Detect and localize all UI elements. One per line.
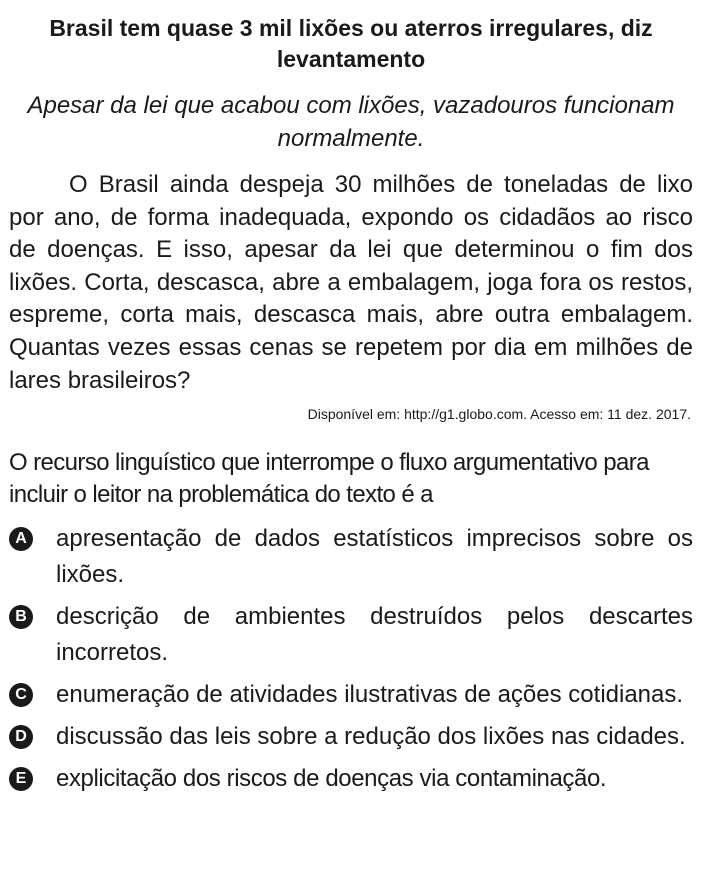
article-title: Brasil tem quase 3 mil lixões ou aterros irregulares, diz levantamento bbox=[49, 15, 653, 72]
option-d-text: discussão das leis sobre a redução dos lixões nas cidades. bbox=[56, 723, 686, 751]
option-c-letter-badge: C bbox=[9, 683, 33, 707]
article-body: O Brasil ainda despeja 30 milhões de toneladas de lixo por ano, de forma inadequada, expondo os cidadãos ao risco de doenças. E isso, apesar da lei que determinou o fim dos lixões. Corta, descasca, abre a embalagem, joga fora os restos, espreme, corta mais, descasca mais, abre outra embalagem. Quantas vezes essas cenas se repetem por dia em milhões de lares brasileiros? bbox=[9, 171, 693, 394]
article-source: Disponível em: http://g1.globo.com. Acesso em: 11 dez. 2017. bbox=[307, 406, 691, 423]
option-d-letter-badge: D bbox=[9, 725, 33, 749]
article-subtitle: Apesar da lei que acabou com lixões, vazadouros funcionam normalmente. bbox=[27, 92, 675, 152]
option-d[interactable] bbox=[9, 719, 693, 755]
option-a-text: apresentação de dados estatísticos imprecisos sobre os lixões. bbox=[56, 525, 693, 589]
option-e-letter-badge: E bbox=[9, 767, 33, 791]
option-b[interactable] bbox=[9, 599, 693, 671]
option-e-text: explicitação dos riscos de doenças via contaminação. bbox=[56, 765, 607, 793]
question-stem: O recurso linguístico que interrompe o fluxo argumentativo para incluir o leitor na problemática do texto é a bbox=[9, 449, 649, 509]
option-c-text: enumeração de atividades ilustrativas de ações cotidianas. bbox=[56, 681, 684, 709]
option-b-letter-badge: B bbox=[9, 605, 33, 629]
option-a-letter-badge: A bbox=[9, 527, 33, 551]
option-a[interactable] bbox=[9, 521, 693, 593]
option-c[interactable] bbox=[9, 677, 693, 713]
answer-options bbox=[9, 521, 693, 797]
option-e[interactable] bbox=[9, 761, 693, 797]
option-b-text: descrição de ambientes destruídos pelos descartes incorretos. bbox=[56, 603, 693, 667]
